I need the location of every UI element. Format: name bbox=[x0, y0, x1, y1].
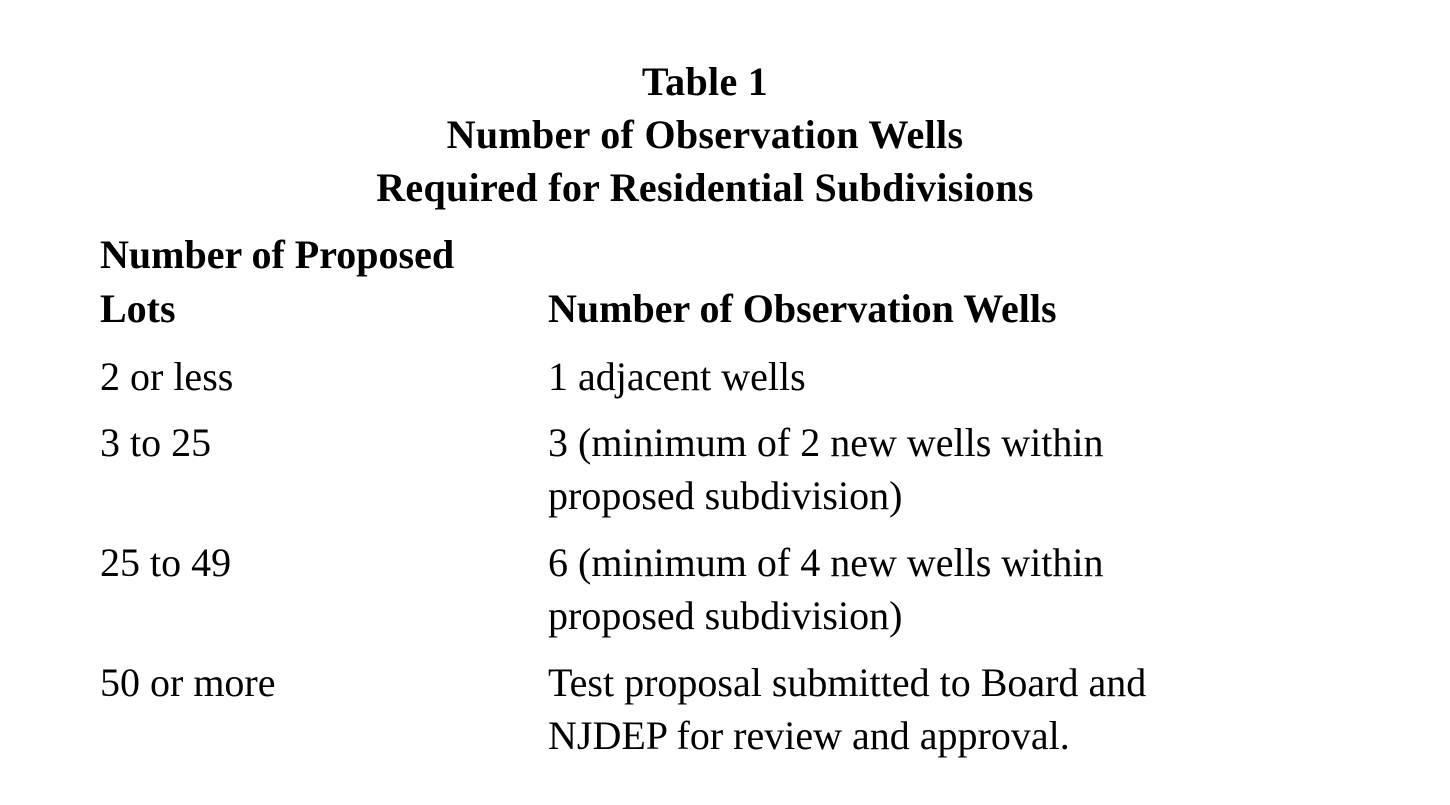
wells-cell bbox=[548, 656, 1308, 762]
column-header-wells: Number of Observation Wells bbox=[548, 286, 1057, 331]
column-header-lots bbox=[100, 228, 454, 336]
wells-cell bbox=[548, 536, 1308, 642]
table-number: Table 1 bbox=[641, 59, 769, 104]
lots-cell: 2 or less bbox=[100, 354, 234, 399]
wells-cell bbox=[548, 350, 1308, 403]
wells-cell-line2: proposed subdivision) bbox=[548, 593, 903, 638]
wells-cell-line1: Test proposal submitted to Board and bbox=[548, 660, 1147, 705]
wells-cell-line2: NJDEP for review and approval. bbox=[548, 713, 1070, 758]
column-header-lots-line2: Lots bbox=[100, 286, 176, 331]
wells-cell-line2: proposed subdivision) bbox=[548, 473, 903, 518]
lots-cell: 50 or more bbox=[100, 660, 276, 705]
wells-cell-line1: 6 (minimum of 4 new wells within bbox=[548, 540, 1104, 585]
table-subtitle-line: Required for Residential Subdivisions bbox=[376, 165, 1034, 210]
lots-cell: 3 to 25 bbox=[100, 420, 212, 465]
wells-cell-line1: 1 adjacent wells bbox=[548, 354, 806, 399]
column-header-lots-line1: Number of Proposed bbox=[100, 232, 455, 277]
table-title-line: Number of Observation Wells bbox=[446, 112, 964, 157]
wells-cell bbox=[548, 416, 1308, 522]
lots-cell: 25 to 49 bbox=[100, 540, 232, 585]
wells-cell-line1: 3 (minimum of 2 new wells within bbox=[548, 420, 1104, 465]
table-title bbox=[0, 55, 1410, 214]
